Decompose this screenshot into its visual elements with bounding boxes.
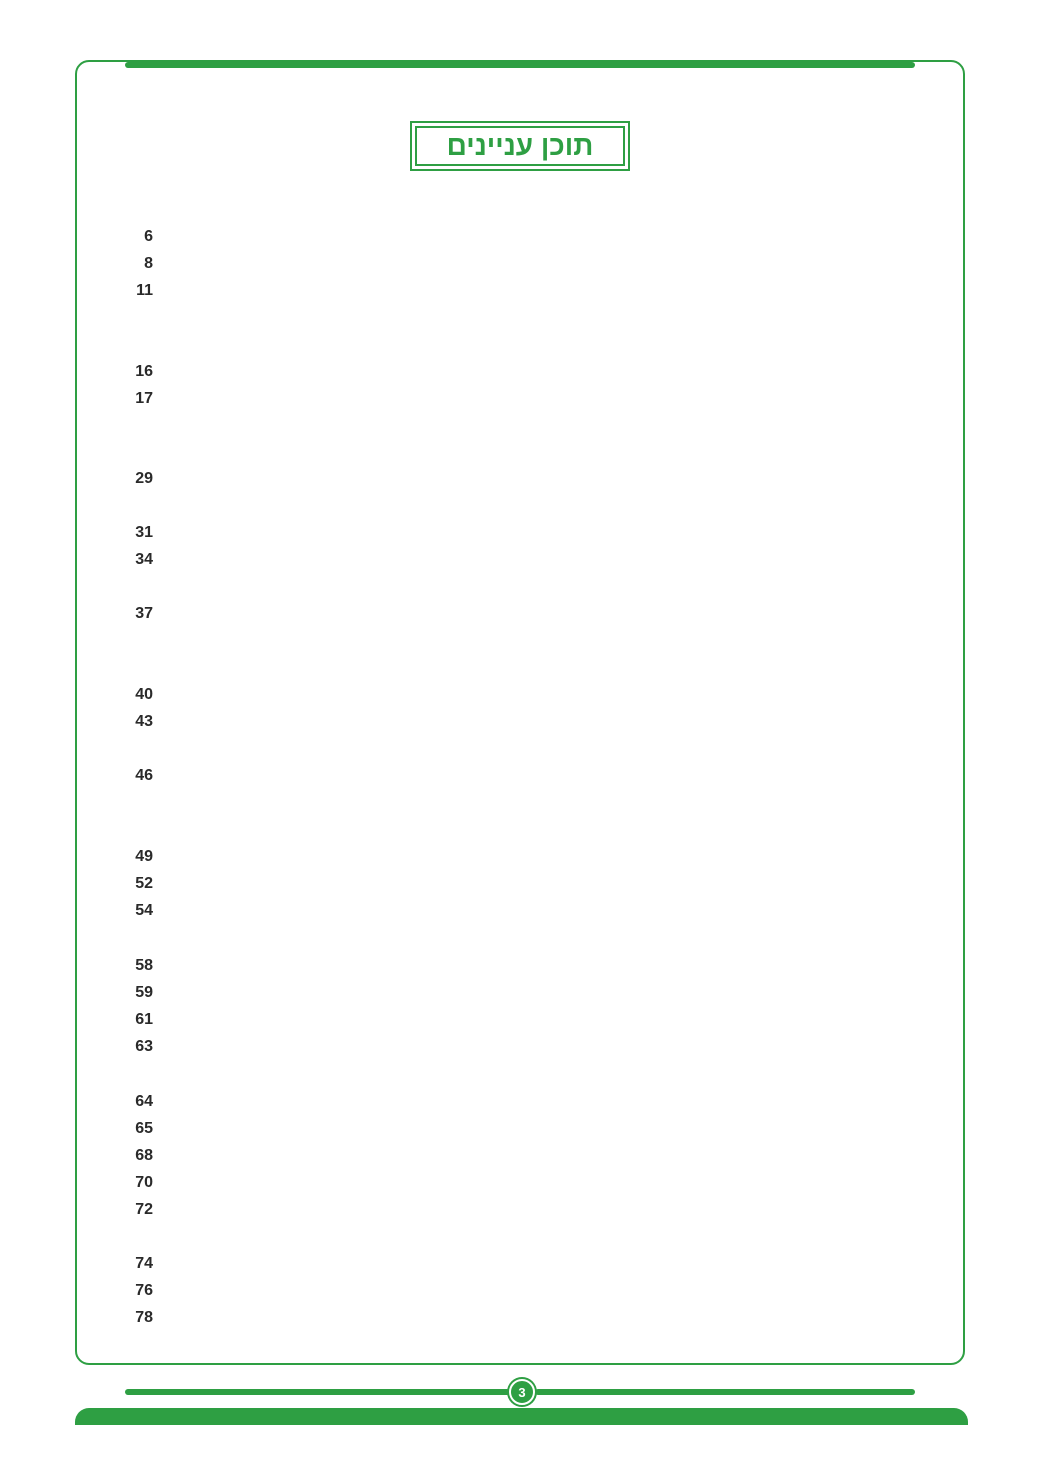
toc-page-number: 8 [144, 255, 153, 272]
toc-page-number: 74 [135, 1255, 153, 1272]
toc-page-number: 58 [135, 957, 153, 974]
toc-page-number: 34 [135, 551, 153, 568]
page-title: תוכן עניינים [415, 126, 625, 166]
toc-page-number: 43 [135, 713, 153, 730]
toc-page-number: 17 [135, 390, 153, 407]
toc-page-number: 68 [135, 1147, 153, 1164]
toc-page-number: 6 [144, 228, 153, 245]
toc-page-number: 11 [136, 282, 153, 299]
toc-page-number: 78 [135, 1309, 153, 1326]
toc-page-number: 70 [135, 1174, 153, 1191]
footer-divider-left [125, 1389, 510, 1395]
toc-page-number: 16 [135, 363, 153, 380]
toc-page-number: 76 [135, 1282, 153, 1299]
toc-page-number: 64 [135, 1093, 153, 1110]
toc-page-number: 63 [135, 1038, 153, 1055]
toc-page-number: 59 [135, 984, 153, 1001]
toc-page-number: 54 [135, 902, 153, 919]
toc-page-number: 72 [135, 1201, 153, 1218]
toc-page-number: 37 [135, 605, 153, 622]
bottom-band [75, 1408, 968, 1425]
toc-page-number: 52 [135, 875, 153, 892]
toc-page-number: 61 [135, 1011, 153, 1028]
page-number: 3 [509, 1379, 535, 1405]
toc-page-number: 31 [135, 524, 153, 541]
toc-page-number: 46 [135, 767, 153, 784]
toc-page-number: 29 [135, 470, 153, 487]
toc-page-number: 65 [135, 1120, 153, 1137]
toc-page-number: 40 [135, 686, 153, 703]
footer-divider-right [535, 1389, 915, 1395]
toc-page-number: 49 [135, 848, 153, 865]
